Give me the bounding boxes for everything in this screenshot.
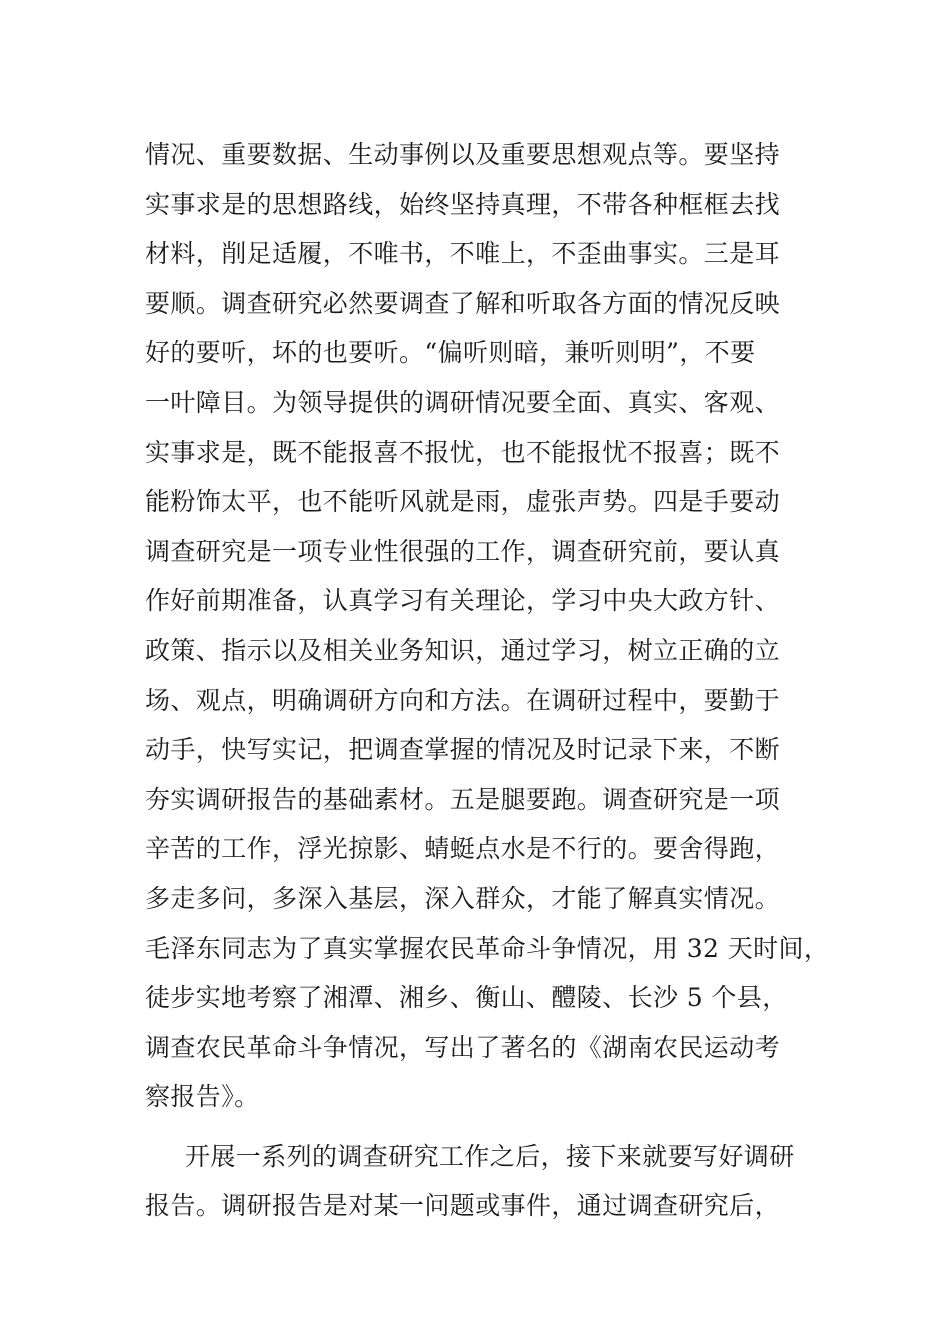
paragraph-1 [145, 130, 830, 1122]
text-line: 多走多问，多深入基层，深入群众，才能了解真实情况。 [145, 883, 781, 913]
text-line: 政策、指示以及相关业务知识，通过学习，树立正确的立 [145, 635, 781, 665]
text-line: 报告。调研报告是对某一问题或事件，通过调查研究后， [145, 1191, 781, 1221]
body-text [145, 130, 830, 1231]
text-line: 实事求是，既不能报喜不报忧，也不能报忧不报喜；既不 [145, 437, 781, 467]
text-line: 毛泽东同志为了真实掌握农民革命斗争情况，用 32 天时间， [145, 933, 830, 963]
text-line: 察报告》。 [145, 1082, 260, 1112]
text-line: 徒步实地考察了湘潭、湘乡、衡山、醴陵、长沙 5 个县， [145, 983, 788, 1013]
text-line: 情况、重要数据、生动事例以及重要思想观点等。要坚持 [145, 140, 781, 169]
text-line: 实事求是的思想路线，始终坚持真理，不带各种框框去找 [145, 189, 781, 219]
text-line: 好的要听，坏的也要听。“偏听则暗，兼听则明”，不要 [145, 338, 756, 368]
text-line: 调查研究是一项专业性很强的工作，调查研究前，要认真 [145, 536, 781, 566]
paragraph-spacer [145, 1122, 825, 1132]
text-line: 能粉饰太平，也不能听风就是雨，虚张声势。四是手要动 [145, 487, 781, 517]
text-line: 作好前期准备，认真学习有关理论，学习中央大政方针、 [145, 586, 781, 616]
text-line: 夯实调研报告的基础素材。五是腿要跑。调查研究是一项 [145, 784, 781, 814]
text-line: 要顺。调查研究必然要调查了解和听取各方面的情况反映 [145, 288, 781, 318]
paragraph-2 [145, 1132, 825, 1231]
text-line: 动手，快写实记，把调查掌握的情况及时记录下来，不断 [145, 735, 781, 765]
text-line: 材料，削足适履，不唯书，不唯上，不歪曲事实。三是耳 [145, 239, 781, 269]
text-line: 场、观点，明确调研方向和方法。在调研过程中，要勤于 [145, 685, 781, 715]
text-line: 调查农民革命斗争情况，写出了著名的《湖南农民运动考 [145, 1032, 781, 1062]
text-line: 辛苦的工作，浮光掠影、蜻蜓点水是不行的。要舍得跑， [145, 834, 781, 864]
text-line: 一叶障目。为领导提供的调研情况要全面、真实、客观、 [145, 387, 781, 417]
text-line: 开展一系列的调查研究工作之后，接下来就要写好调研 [185, 1141, 795, 1171]
